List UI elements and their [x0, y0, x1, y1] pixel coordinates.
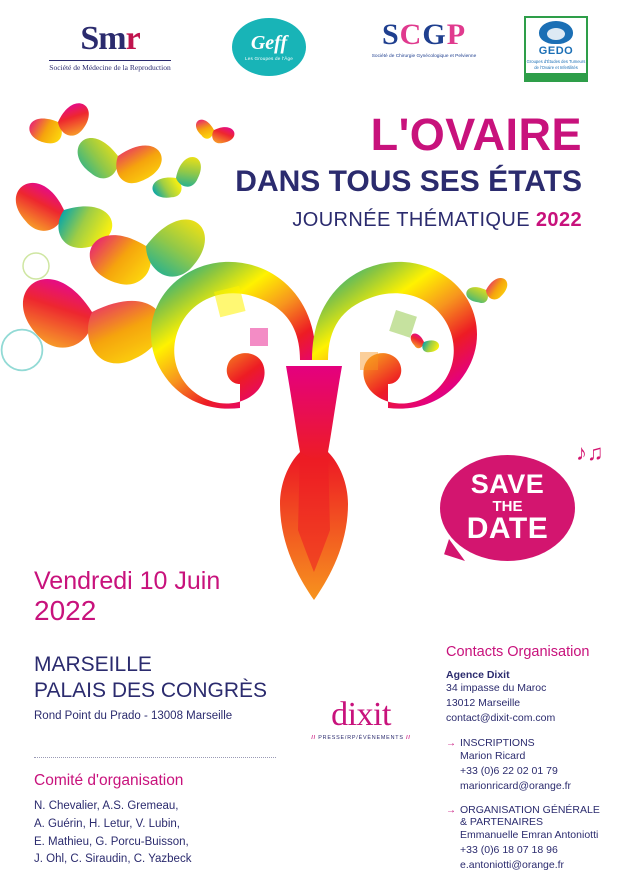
logo-geff-name: Geff	[250, 32, 288, 54]
event-venue	[34, 652, 267, 722]
poster-title-block	[162, 109, 582, 232]
logo-scgp-letter-g: G	[422, 18, 447, 51]
event-type-label: JOURNÉE THÉMATIQUE	[292, 209, 536, 231]
contacts-block-title: ORGANISATION GÉNÉRALE	[460, 804, 600, 817]
logo-dixit-tagline	[306, 735, 416, 741]
organising-committee-names	[34, 798, 334, 869]
page-title: L'OVAIRE	[370, 109, 582, 160]
contact-person-name: Emmanuelle Emran Antoniotti	[460, 829, 599, 842]
event-type	[162, 209, 582, 232]
save-the-date-badge	[440, 455, 575, 561]
logo-scgp	[364, 20, 484, 59]
logo-scgp-letter-s: S	[381, 18, 400, 51]
logo-gedo-tagline: Groupes d'Études des Tumeurs de l'Ovaire et Infertilités	[526, 59, 586, 70]
contacts-agency-details	[446, 681, 618, 726]
logo-scgp-letter-p: P	[446, 18, 467, 51]
slash-decor: //	[406, 735, 411, 741]
logo-smr-subtitle: Société de Médecine de la Reproduction	[49, 60, 170, 72]
list-item: N. Chevalier, A.S. Gremeau,	[34, 800, 179, 812]
list-item: J. Ohl, C. Siraudin, C. Yazbeck	[34, 853, 192, 866]
shield-icon	[539, 21, 573, 44]
logo-smr-mark-text: Sm	[80, 20, 126, 57]
event-date-day: Vendredi 10 Juin	[34, 567, 221, 595]
logo-dixit-tagline-text: PRESSE/RP/ÉVÈNEMENTS	[318, 735, 404, 741]
contacts-agency-city: 13012 Marseille	[446, 696, 521, 709]
arrow-right-icon: →	[446, 805, 456, 817]
logo-scgp-subtitle: Société de Chirurgie Gynécologique et Pelvienne	[371, 54, 477, 59]
divider	[34, 757, 276, 758]
logo-smr-mark-accent: r	[125, 20, 140, 57]
save-the-date-line3: DATE	[466, 512, 549, 546]
contacts-block-title-second-line: & PARTENAIRES	[460, 816, 544, 829]
logo-gedo-word: GEDO	[538, 45, 574, 58]
contacts-agency-name: Agence Dixit	[446, 669, 510, 681]
organising-committee	[34, 772, 334, 869]
event-date-year: 2022	[34, 594, 97, 626]
contacts-block-inscriptions	[446, 737, 618, 794]
contacts-agency-email[interactable]: contact@dixit-com.com	[446, 711, 556, 724]
contacts-heading: Contacts Organisation	[446, 644, 590, 660]
logo-scgp-letter-c: C	[399, 18, 423, 51]
slash-decor: //	[311, 735, 316, 741]
event-venue-name: PALAIS DES CONGRÈS	[34, 679, 268, 703]
contact-person-phone[interactable]: +33 (0)6 18 07 18 96	[460, 844, 558, 857]
contacts-agency-street: 34 impasse du Maroc	[446, 682, 547, 694]
logo-dixit	[306, 698, 416, 741]
logo-dixit-word: dixit	[331, 696, 391, 733]
contact-person-email[interactable]: e.antoniotti@orange.fr	[460, 859, 565, 872]
contacts-block-organisation	[446, 804, 618, 873]
event-year: 2022	[535, 209, 582, 231]
contact-person-name: Marion Ricard	[460, 749, 526, 762]
save-the-date-line2: THE	[492, 497, 523, 515]
page-subtitle: DANS TOUS SES ÉTATS	[235, 165, 582, 198]
event-city: MARSEILLE	[34, 653, 152, 676]
save-the-date-line1: SAVE	[470, 469, 545, 500]
contacts-section	[446, 644, 618, 873]
list-item: A. Guérin, H. Letur, V. Lubin,	[34, 817, 180, 830]
logo-scgp-letters	[364, 20, 484, 50]
organising-committee-heading: Comité d'organisation	[34, 772, 184, 789]
list-item: E. Mathieu, G. Porcu-Buisson,	[34, 835, 189, 848]
contacts-block-title: INSCRIPTIONS	[460, 736, 535, 749]
music-note-icon: ♪♫	[576, 440, 604, 465]
contact-person-email[interactable]: marionricard@orange.fr	[460, 779, 572, 792]
music-notes-decor	[576, 440, 604, 466]
event-address: Rond Point du Prado - 13008 Marseille	[34, 709, 233, 722]
logo-smr-mark	[30, 22, 190, 56]
logo-geff-tagline: Les Groupes de l'Âge	[244, 56, 294, 61]
event-date	[34, 568, 220, 626]
arrow-right-icon: →	[446, 737, 456, 749]
contact-person-phone[interactable]: +33 (0)6 22 02 01 79	[460, 764, 558, 777]
